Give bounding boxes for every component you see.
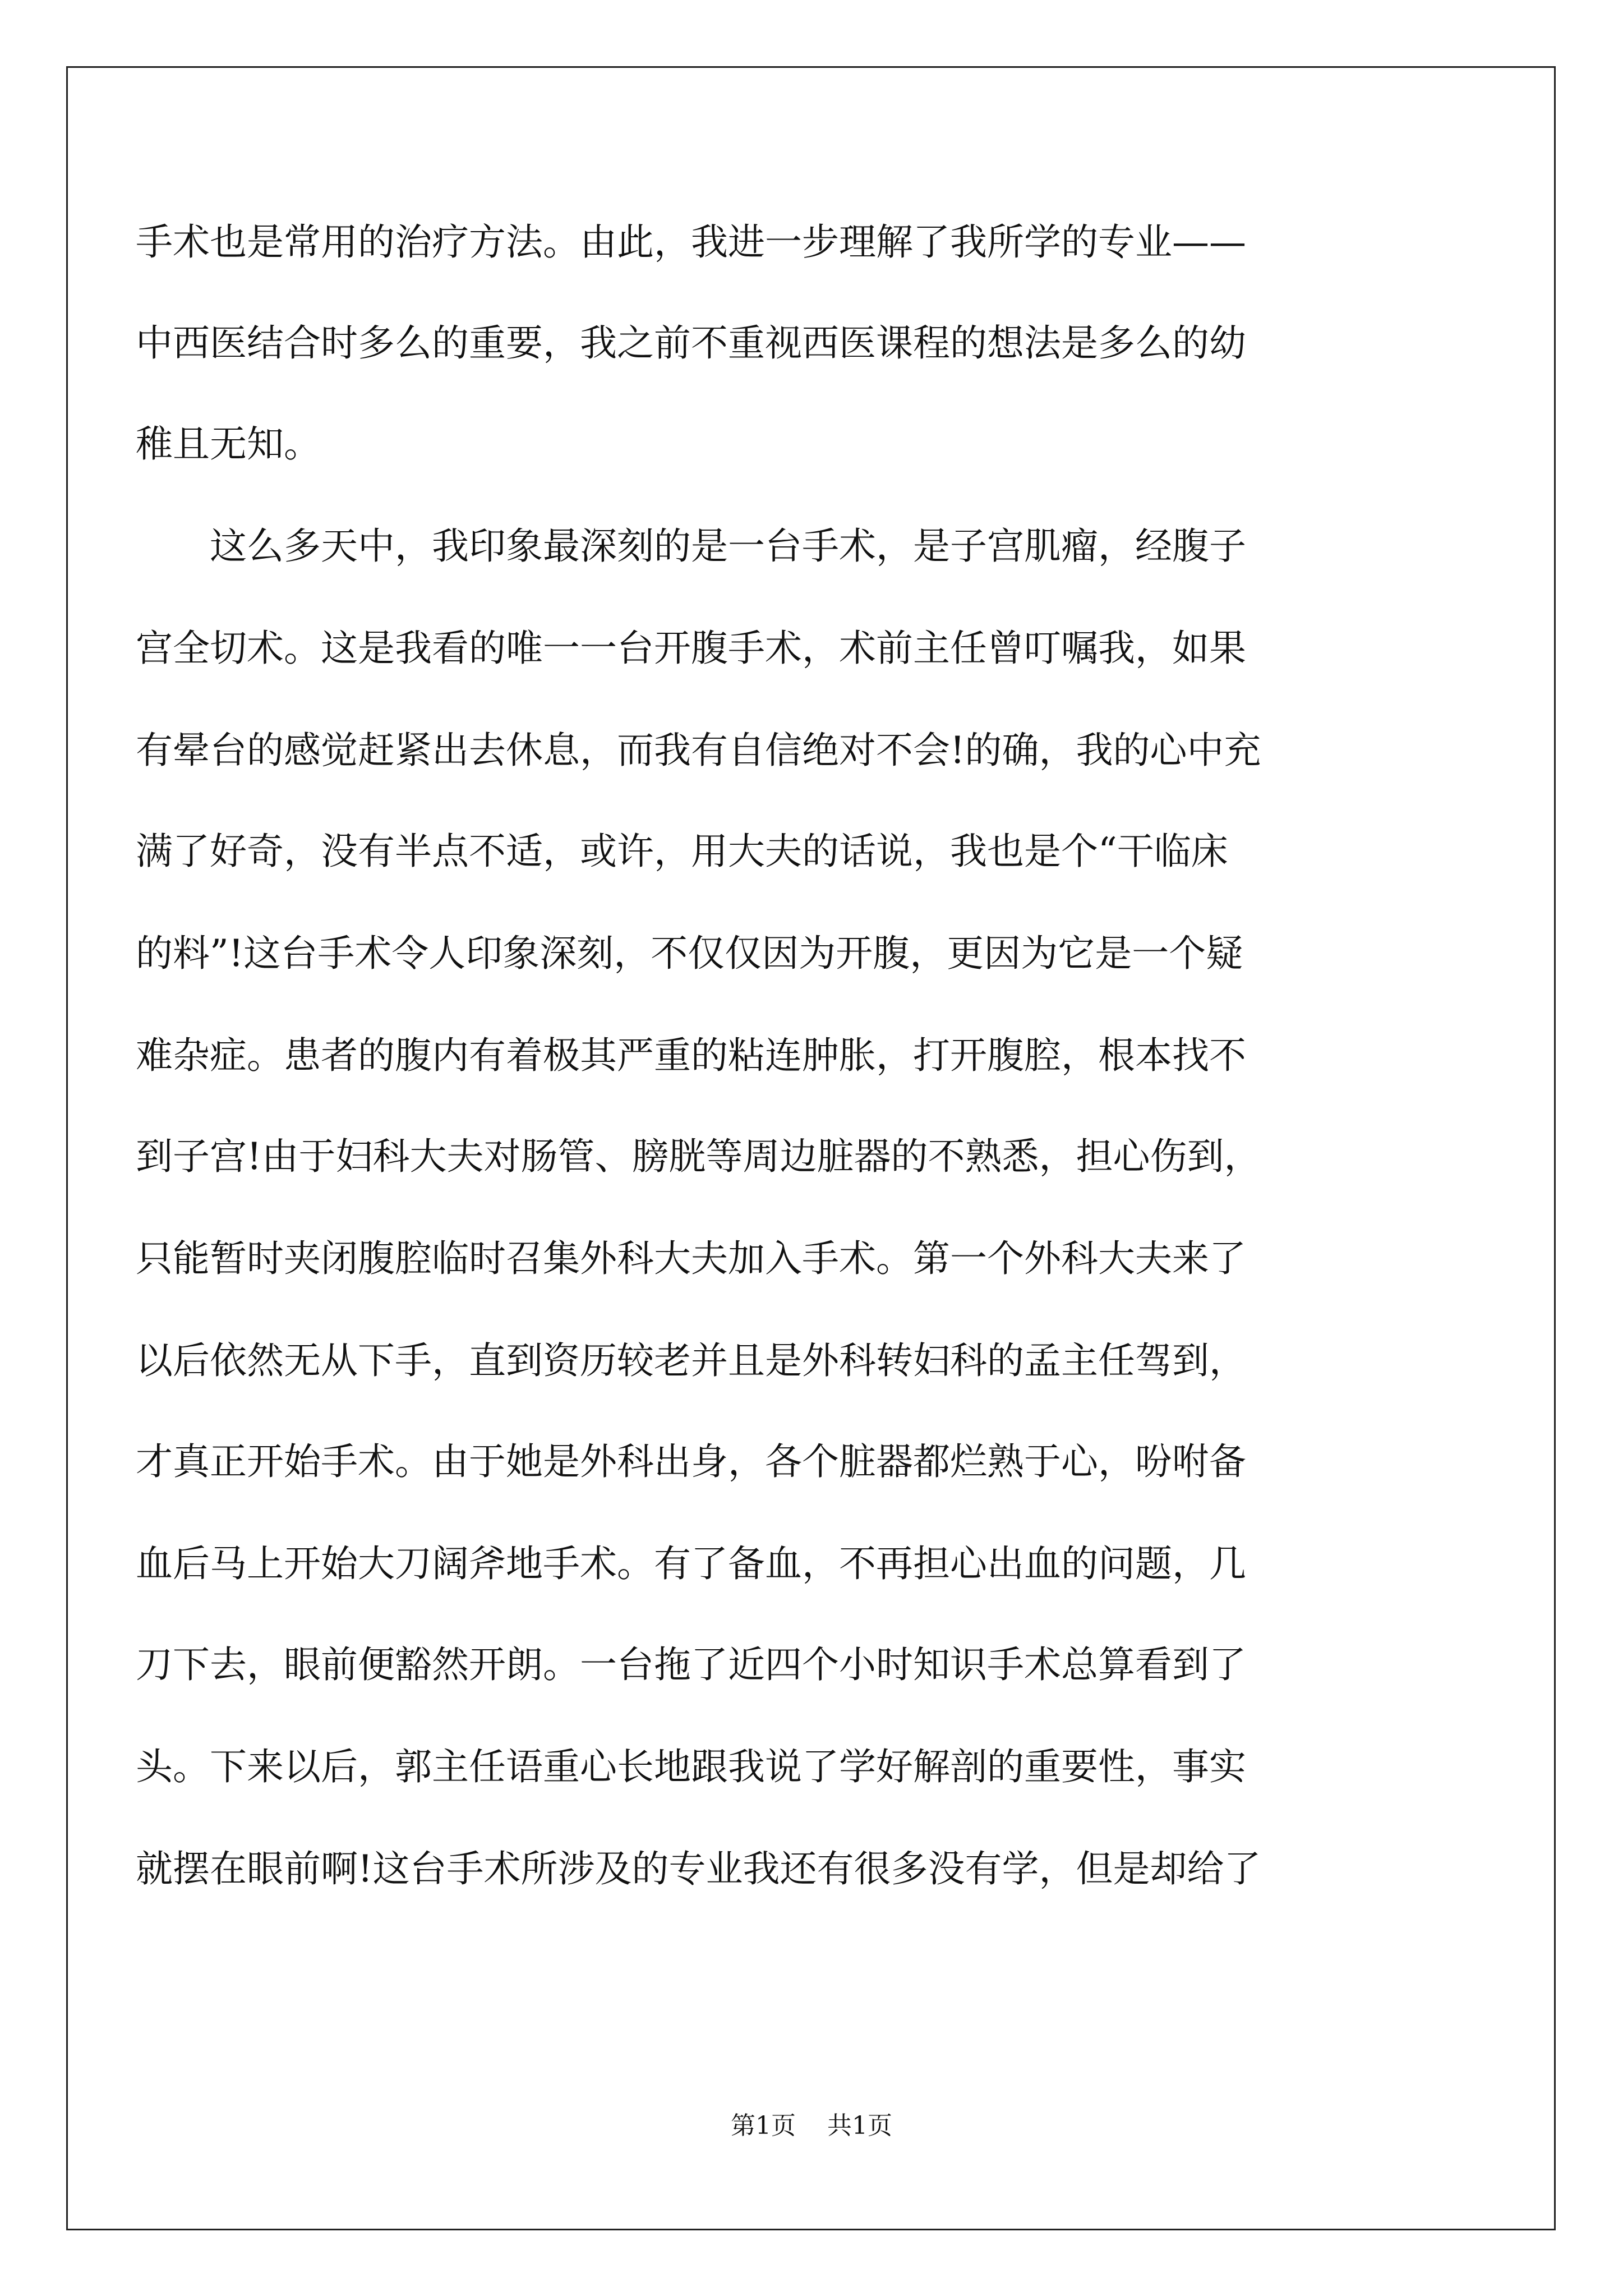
text-line: 只能暂时夹闭腹腔临时召集外科大夫加入手术。第一个外科大夫来了 bbox=[136, 1237, 1246, 1280]
text-line: 宫全切术。这是我看的唯一一台开腹手术，术前主任曾叮嘱我，如果 bbox=[136, 627, 1246, 670]
page-number: 第1页 bbox=[731, 2111, 796, 2140]
text-line: 刀下去，眼前便豁然开朗。一台拖了近四个小时知识手术总算看到了 bbox=[136, 1643, 1246, 1686]
text-line: 难杂症。患者的腹内有着极其严重的粘连肿胀，打开腹腔，根本找不 bbox=[136, 1034, 1246, 1077]
text-line: 血后马上开始大刀阔斧地手术。有了备血，不再担心出血的问题，几 bbox=[136, 1542, 1246, 1585]
text-line: 中西医结合时多么的重要，我之前不重视西医课程的想法是多么的幼 bbox=[136, 321, 1246, 365]
text-line: 满了好奇，没有半点不适，或许，用大夫的话说，我也是个“干临床 bbox=[136, 830, 1228, 873]
text-line: 就摆在眼前啊!这台手术所涉及的专业我还有很多没有学，但是却给了 bbox=[136, 1847, 1261, 1890]
text-line: 这么多天中，我印象最深刻的是一台手术，是子宫肌瘤，经腹子 bbox=[136, 524, 1246, 568]
text-line: 头。下来以后，郭主任语重心长地跟我说了学好解剖的重要性，事实 bbox=[136, 1745, 1246, 1788]
page-total: 共1页 bbox=[827, 2111, 892, 2140]
text-line: 以后依然无从下手，直到资历较老并且是外科转妇科的孟主任驾到， bbox=[136, 1339, 1246, 1382]
text-line: 到子宫!由于妇科大夫对肠管、膀胱等周边脏器的不熟悉，担心伤到， bbox=[136, 1135, 1261, 1178]
text-line: 有晕台的感觉赶紧出去休息，而我有自信绝对不会!的确，我的心中充 bbox=[136, 729, 1261, 772]
text-line: 稚且无知。 bbox=[136, 422, 321, 466]
text-line: 的料”!这台手术令人印象深刻，不仅仅因为开腹，更因为它是一个疑 bbox=[136, 932, 1243, 975]
text-line: 手术也是常用的治疗方法。由此，我进一步理解了我所学的专业—— bbox=[136, 220, 1246, 264]
page-footer bbox=[0, 2109, 1623, 2143]
text-line: 才真正开始手术。由于她是外科出身，各个脏器都烂熟于心，吩咐备 bbox=[136, 1440, 1246, 1483]
